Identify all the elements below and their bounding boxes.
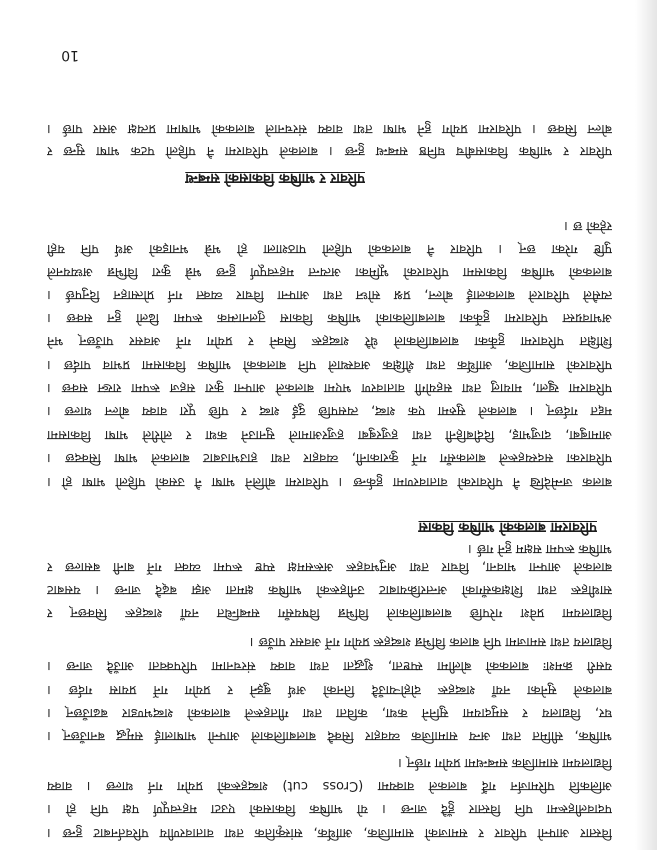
text-line: परिवारमा खुला, मायालु तथा सहयोगी वातावरण भएमा बालकले आफ्ना कुरा सहज रूपमा राख्न सक्छ । xyxy=(47,380,612,395)
text-line: विस्तार आफ्नो परिवार र समाजको सामाजिक, आर्थिक, सांस्कृतिक तथा वातावरणीय परिवर्तनबाट हुन्छ । xyxy=(47,825,612,840)
section-heading: परिवारमा बालकको भाषिक विकास xyxy=(418,519,597,535)
text-line: पुष्टि गरेका छन् । परिवार नै बालकको पहिलो पाठशाला हो भन्ने भनाइको अर्थ पनि यही xyxy=(47,241,612,256)
text-line: पदावलीहरूमा पनि विस्तार हुँदै जान्छ । यो भाषिक विकासको एउटा महत्त्वपूर्ण पक्ष पनि हो । xyxy=(47,801,612,816)
text-line: आमाबुबा, दाजुभाइ, दिदीबहिनी तथा हजुरबुबा हजुरआमाले सुनाउने कथा र लोरीले भाषा विकासमा xyxy=(47,427,612,442)
text-line: अलिकति परिमार्जन गर्दै बालकले वाक्यमा (Cross cut) शब्दहरूको प्रयोग गर्न थाल्छ । वाक्य xyxy=(47,778,612,793)
text-line: विद्यालय तथा समाजमा पनि बालक विभिन्न शब्दहरू प्रयोग गर्ने अवसर पाउँछ । xyxy=(249,634,612,649)
text-line: बालकको भाषिक विकासमा परिवारको भूमिका अत्यन्त महत्त्वपूर्ण हुन्छ भन्ने कुरा विभिन्न अध्ययनले xyxy=(47,264,612,279)
text-line: बालकले आफ्ना भावना, विचार तथा अनुभवहरू अरूसमक्ष स्पष्ट रूपमा व्यक्त गर्ने बानी बसाल्छ र xyxy=(47,559,612,574)
text-line: यसरी क्रमशः बालकको बोलीमा स्पष्टता, शुद्धता तथा वाक्य संरचनामा परिपक्वता आउँदै जान्छ । xyxy=(47,658,612,673)
text-line: त्यसैले परिवारले बालकलाई बोल्न, प्रश्न सोध्न तथा आफ्ना विचार व्यक्त गर्न प्रोत्साहन दिनुपर्छ । xyxy=(47,287,612,302)
text-line: विद्यालयमा प्रवेश गरेपछि बालबालिकाले विभिन्न विषयसँग सम्बन्धित नयाँ शब्दहरू सिक्छन् र xyxy=(47,605,612,620)
section-heading: परिवार र भाषिक विकासको सम्बन्ध xyxy=(185,170,365,186)
text-line: बालक जन्मेदेखि नै परिवारको वातावरणमा हुर्कन्छ । परिवारमा बोलिने भाषा नै उसको पहिलो भाषा हो । xyxy=(47,474,612,489)
text-line: परिवारका सदस्यहरूले बालकसँग गर्ने कुराकानी, व्यवहार तथा हाउभाउबाट बालकले भाषा सिक्दछ । xyxy=(47,450,612,465)
text-line: विद्यालयमा सामाजिक सम्बन्धमा प्रयोग गर्छन् । xyxy=(398,755,612,770)
text-line: मद्दत गर्दछन् । बालकले सुरुमा एक शब्द, त्यसपछि दुई शब्द र पछि पूरा वाक्य बोल्न थाल्छ । xyxy=(47,403,612,418)
text-line: रहेको छ । xyxy=(564,218,612,233)
text-line: बोल्न सिक्छ । परिवारमा प्रयोग हुने भाषा तथा वाक्य संरचनाले बालकको भाषामा प्रत्यक्ष असर पार्छ । xyxy=(47,121,612,136)
text-line: घर, विद्यालय र समुदायमा सुनिने कथा, कविता तथा गीतहरूले बालकको शब्दभण्डार बढाउँछन् । xyxy=(47,705,612,720)
page-number: 10 xyxy=(61,47,79,63)
text-line: भाषिक रूपमा सक्षम हुने गर्छ । xyxy=(467,541,612,556)
text-line: शिक्षित परिवारमा हुर्केका बालबालिकाले धेरै शब्दहरू सिक्ने र प्रयोग गर्ने अवसर पाउँछन् भने xyxy=(47,333,612,348)
text-line: अभावग्रस्त परिवारमा हुर्केका बालबालिकाको भाषिक विकास तुलनात्मक रूपमा ढिलो हुन सक्छ । xyxy=(47,310,612,325)
text-line: भाषिक, सीमित तथा अन्य सामाजिक व्यवहार सिक्दै बालबालिकाले आफ्नो भाषालाई समृद्ध बनाउँछन् । xyxy=(47,728,612,743)
text-line: साथीहरू तथा शिक्षकसँगको अन्तरक्रियाबाट उनीहरूको भाषिक क्षमता अझ बढ्दै जान्छ । यसबाट xyxy=(47,582,612,597)
text-line: परिवारको सामाजिक, आर्थिक तथा शैक्षिक अवस्थाले पनि बालकको भाषिक विकासमा प्रभाव पार्दछ । xyxy=(47,357,612,372)
text-line: परिवार र भाषिक विकासबीच घनिष्ठ सम्बन्ध हुन्छ । बालकले परिवारमा नै पहिलो पटक भाषा सुन्छ र xyxy=(47,143,612,158)
text-line: बालकले सुनेका नयाँ शब्दहरू दोहोर्‍याउँदै तिनको अर्थ बुझ्ने र प्रयोग गर्ने प्रयास गर्दछ । xyxy=(47,682,612,697)
